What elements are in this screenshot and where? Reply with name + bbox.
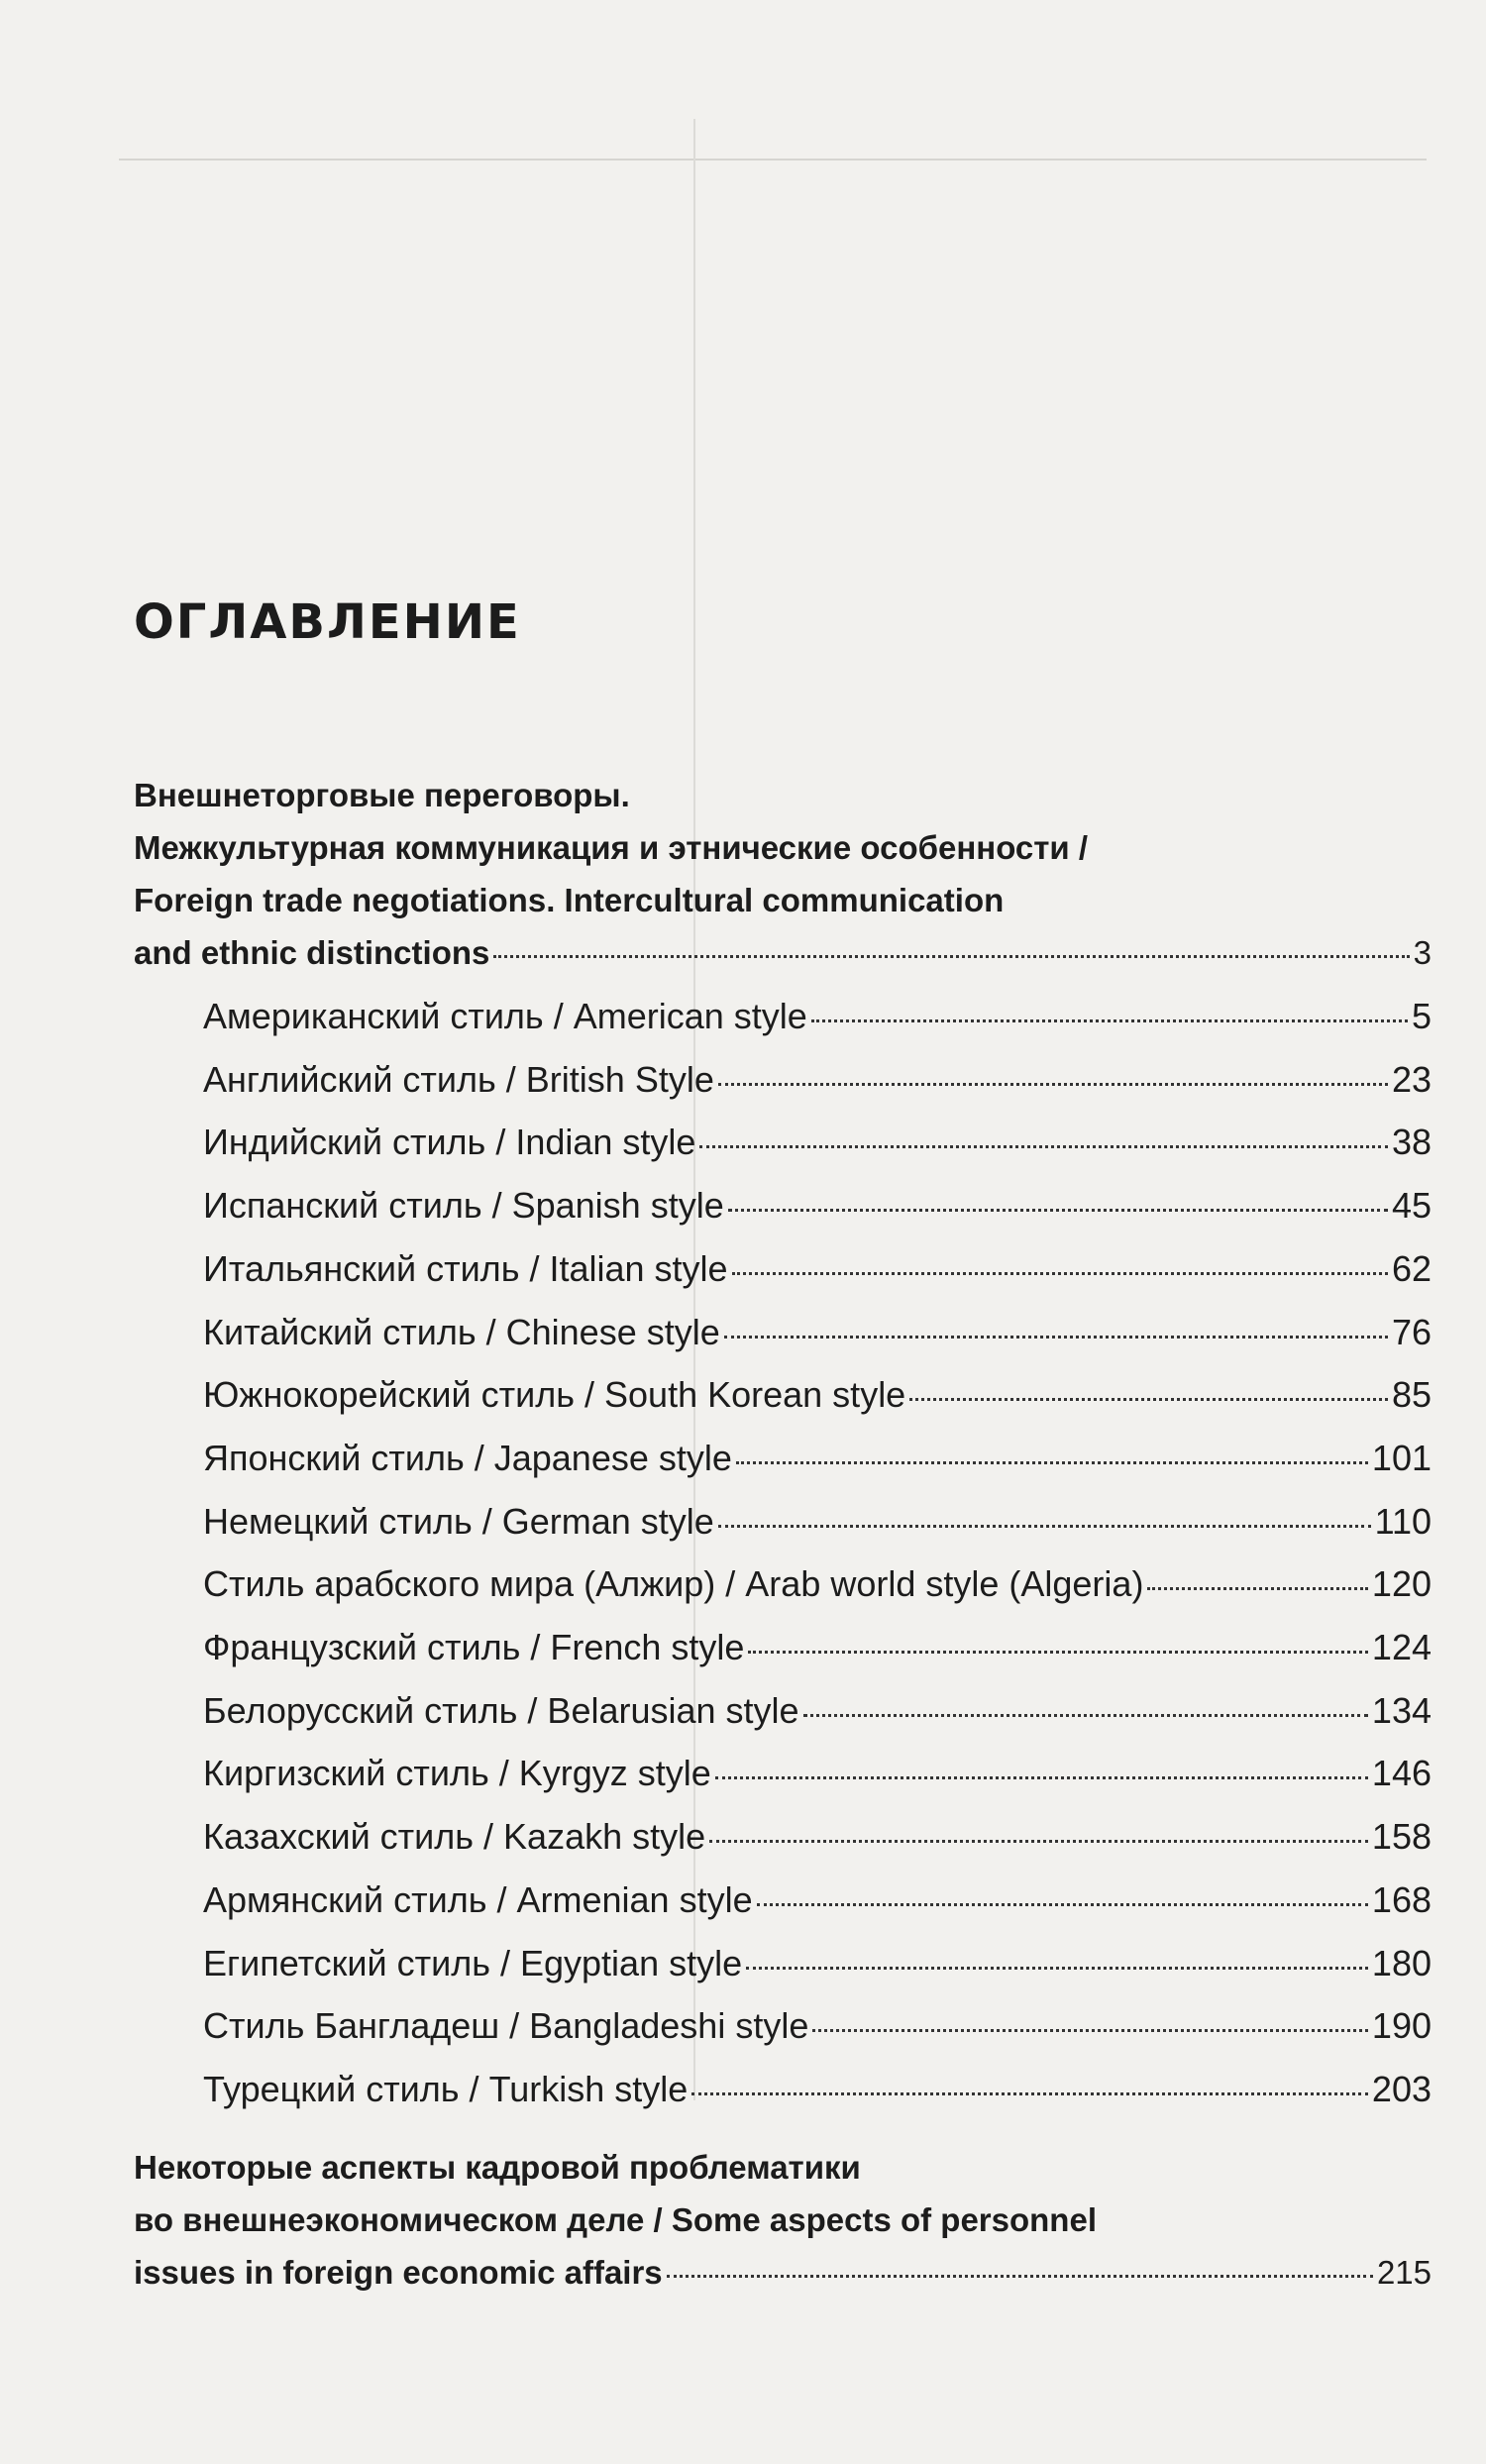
entry-label: Немецкий стиль / German style [203,1500,714,1542]
toc-entry [203,1932,1432,1995]
toc-entry [203,1679,1432,1743]
dot-leader [728,1209,1388,1212]
toc-entry [203,1174,1432,1237]
dot-leader [909,1398,1388,1401]
entry-label: Китайский стиль / Chinese style [203,1311,720,1352]
toc-entry [203,1553,1432,1616]
dot-leader [691,2092,1368,2095]
dot-leader [811,1019,1408,1022]
page-number: 215 [1376,2253,1432,2291]
entry-label: Американский стиль / American style [203,996,807,1036]
reverse-page-header-shadow [119,109,1427,161]
page-number: 62 [1391,1247,1432,1289]
entry-label: Французский стиль / French style [203,1627,745,1668]
page-number: 76 [1391,1311,1432,1352]
dot-leader [493,955,1409,958]
dot-leader [667,2275,1373,2278]
toc-section-1 [134,769,1432,979]
entry-label: Армянский стиль / Armenian style [203,1878,753,1920]
dot-leader [812,2029,1368,2032]
page-number: 5 [1411,996,1432,1036]
dot-leader [1147,1587,1367,1590]
page-number: 3 [1413,934,1432,971]
dot-leader [724,1336,1388,1339]
table-of-contents [134,594,1432,2299]
dot-leader [732,1272,1388,1275]
entry-label: Казахский стиль / Kazakh style [203,1816,706,1858]
entry-label: Стиль Бангладеш / Bangladeshi style [203,2005,809,2047]
toc-entry [203,1805,1432,1869]
toc-section-2 [134,2141,1432,2299]
toc-entry [203,1742,1432,1805]
section-title-last-row [134,2246,1432,2299]
entry-label: Египетский стиль / Egyptian style [203,1942,743,1983]
toc-entry [203,1237,1432,1301]
page-number: 203 [1371,2068,1432,2109]
page-number: 38 [1391,1122,1432,1163]
toc-entries [203,985,1432,2121]
entry-label: Индийский стиль / Indian style [203,1122,696,1163]
page-title: ОГЛАВЛЕНИЕ [134,594,521,650]
entry-label: Белорусский стиль / Belarusian style [203,1689,799,1731]
toc-entry [203,1490,1432,1553]
section-title-line: Межкультурная коммуникация и этнические особенности / [134,829,1089,866]
entry-label: Японский стиль / Japanese style [203,1437,732,1478]
dot-leader [746,1967,1368,1970]
page-number: 180 [1371,1942,1432,1983]
toc-entry [203,1111,1432,1174]
page-number: 23 [1391,1058,1432,1100]
toc-entry [203,985,1432,1048]
toc-entry [203,1363,1432,1427]
entry-label: Итальянский стиль / Italian style [203,1247,728,1289]
toc-entry [203,1869,1432,1932]
page-number: 146 [1371,1753,1432,1794]
dot-leader [736,1461,1368,1464]
page-number: 134 [1371,1689,1432,1731]
section-title-line: Некоторые аспекты кадровой проблематики [134,2148,861,2186]
toc-entry [203,1427,1432,1490]
dot-leader [748,1651,1368,1654]
entry-label: Стиль арабского мира (Алжир) / Arab world style (Algeria) [203,1563,1144,1605]
dot-leader [718,1525,1371,1528]
toc-entry [203,1616,1432,1679]
entry-label: Турецкий стиль / Turkish style [203,2068,689,2109]
dot-leader [757,1903,1368,1906]
section-title-line: and ethnic distinctions [134,934,490,971]
entry-label: Киргизский стиль / Kyrgyz style [203,1753,711,1794]
dot-leader [803,1714,1368,1717]
page-number: 168 [1371,1878,1432,1920]
page-number: 85 [1391,1374,1432,1416]
section-title-line: issues in foreign economic affairs [134,2253,663,2291]
toc-entry [203,1301,1432,1364]
page-number: 190 [1371,2005,1432,2047]
toc-entry [203,2058,1432,2121]
entry-label: Испанский стиль / Spanish style [203,1185,724,1227]
page-number: 110 [1374,1500,1432,1542]
dot-leader [709,1840,1368,1843]
page-number: 120 [1371,1563,1432,1605]
bleed-through-background [119,89,1427,161]
dot-leader [699,1145,1388,1148]
page-number: 158 [1371,1816,1432,1858]
section-title-line: Внешнеторговые переговоры. [134,777,630,813]
dot-leader [715,1776,1368,1779]
section-title-line: Foreign trade negotiations. Intercultural communication [134,882,1005,918]
page-number: 124 [1371,1627,1432,1668]
dot-leader [718,1083,1388,1086]
section-title-last-row [134,926,1432,979]
toc-entry [203,1048,1432,1112]
page-number: 101 [1371,1437,1432,1478]
entry-label: Южнокорейский стиль / South Korean style [203,1374,906,1416]
toc-entry [203,1994,1432,2058]
entry-label: Английский стиль / British Style [203,1058,714,1100]
section-title-line: во внешнеэкономическом деле / Some aspects of personnel [134,2200,1097,2238]
page-number: 45 [1391,1185,1432,1227]
